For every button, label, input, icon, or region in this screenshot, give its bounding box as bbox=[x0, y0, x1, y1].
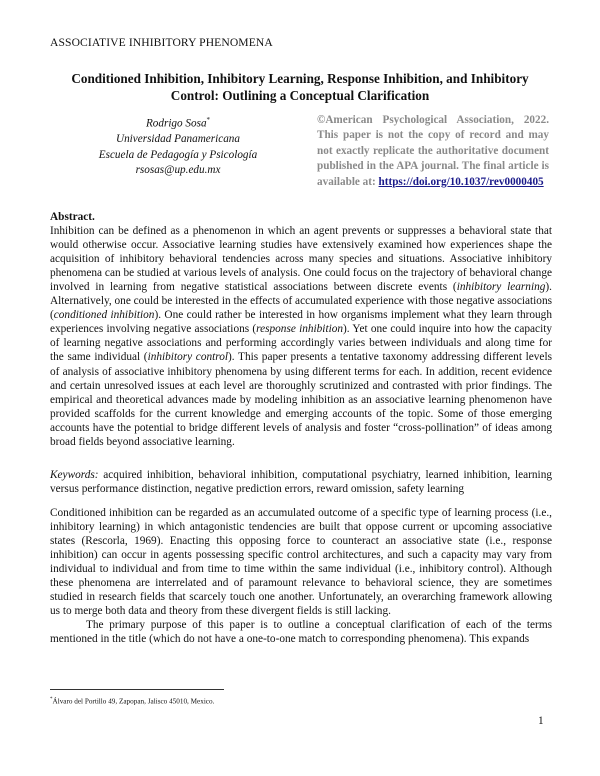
footnote-text: Álvaro del Portillo 49, Zapopan, Jalisco 45010, Mexico. bbox=[52, 697, 215, 706]
footnote bbox=[50, 697, 214, 705]
copyright-text: ©American Psychological Association, 2022. This paper is not the copy of record and may not exactly replicate the authoritative document published in the APA journal. The final article is available at: bbox=[317, 114, 549, 188]
body-text bbox=[50, 506, 552, 646]
running-head: ASSOCIATIVE INHIBITORY PHENOMENA bbox=[50, 36, 273, 49]
abstract-text-1: Inhibition can be defined as a phenomenon in which an agent prevents or suppresses a behavioral state that would otherwise occur. Associative learning studies have extensively examined how experiences shape the acquisition of inhibitory behavioral tendencies across many species and situations. Associative inhibitory phenomena can be studied at various levels of analysis. One could focus on the trajectory of behavioral change involved in learning from negative statistical associations between discrete events ( bbox=[50, 225, 552, 294]
footnote-divider bbox=[50, 689, 224, 690]
author-block bbox=[78, 113, 278, 178]
abstract-text-2: ). Alternatively, one could be interested in the effects of accumulated experience with those negative associations ( bbox=[50, 281, 552, 322]
keywords-text: acquired inhibition, behavioral inhibition, computational psychiatry, learned inhibition, learning versus performance distinction, negative prediction errors, reward omission, safety learning bbox=[50, 469, 552, 496]
abstract-term-response-inhibition: response inhibition bbox=[256, 323, 344, 336]
footnote-mark: * bbox=[50, 697, 53, 702]
abstract bbox=[50, 210, 552, 449]
keywords-label: Keywords: bbox=[50, 469, 99, 481]
body-paragraph-1: Conditioned inhibition can be regarded as an accumulated outcome of a specific type of learning process (i.e., inhibitory learning) in which antagonistic tendencies are built that oppose current or upcoming associative states (Rescorla, 1969). Enacting this opposing force to counteract an associative state (i.e., response inhibition) can occur in agents possessing specific control architectures, and such a capacity may vary from individual to individual and from time to time within the same individual (i.e., inhibitory control). Although these phenomena are interrelated and of paramount relevance to behavioral science, they are sometimes studied in research fields that scarcely touch one another. Unfortunately, an overarching framework allowing us to merge both data and theory from these divergent fields is still lacking. bbox=[50, 507, 552, 618]
abstract-text-5: ). This paper presents a tentative taxonomy addressing different levels of analysis of associative inhibitory phenomena by using different terms for each. In addition, recent evidence and certain unresolved issues at each level are thoroughly scrutinized and contrasted with prior findings. The empirical and theoretical advances made by modeling inhibition as an associative learning phenomenon have provided scaffolds for the current knowledge and emerging accounts of the topic. Some of those emerging accounts have the potential to bridge different levels of analysis and foster “cross-pollination” of ideas among broad fields beyond associative learning. bbox=[50, 351, 552, 448]
author-email: rsosas@up.edu.mx bbox=[135, 163, 221, 176]
abstract-text-4: ). Yet one could inquire into how the capacity of learning negative associations and performing accordingly varies between individuals and along time for the same individual ( bbox=[50, 323, 552, 364]
title-line-2: Control: Outlining a Conceptual Clarification bbox=[170, 88, 430, 103]
abstract-term-inhibitory-learning: inhibitory learning bbox=[456, 281, 546, 294]
author-affiliation: Universidad Panamericana bbox=[116, 133, 240, 146]
author-name: Rodrigo Sosa bbox=[145, 117, 207, 130]
body-paragraph-2: The primary purpose of this paper is to outline a conceptual clarification of each of the terms mentioned in the title (which do not have a one-to-one match to corresponding phenomena). This expands bbox=[50, 619, 552, 646]
keywords bbox=[50, 468, 552, 496]
author-department: Escuela de Pedagogía y Psicología bbox=[98, 148, 258, 161]
abstract-heading: Abstract. bbox=[50, 211, 95, 223]
abstract-term-conditioned-inhibition: conditioned inhibition bbox=[53, 309, 155, 322]
title-line-1: Conditioned Inhibition, Inhibitory Learning, Response Inhibition, and Inhibitory bbox=[71, 71, 529, 86]
abstract-term-inhibitory-control: inhibitory control bbox=[147, 351, 229, 364]
abstract-text-3: ). One could rather be interested in how organisms implement what they learn through experiences involving negative associations ( bbox=[50, 309, 552, 336]
author-name-line bbox=[78, 113, 278, 132]
page-number: 1 bbox=[538, 715, 544, 727]
author-footnote-mark: * bbox=[206, 116, 211, 124]
copyright-notice bbox=[317, 113, 549, 190]
doi-link[interactable]: https://doi.org/10.1037/rev0000405 bbox=[378, 175, 544, 188]
paper-title bbox=[55, 70, 545, 104]
